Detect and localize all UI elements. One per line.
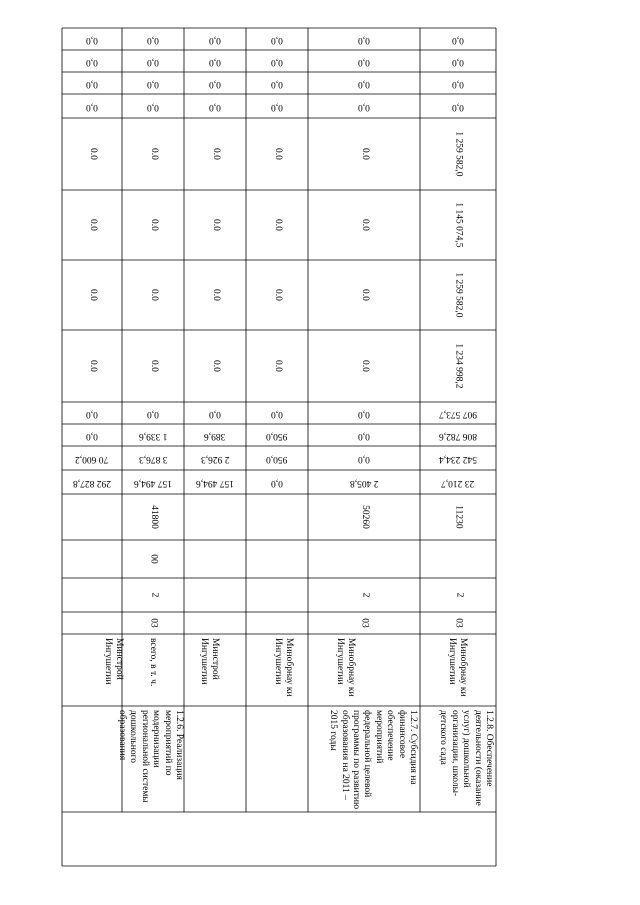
table-cell <box>184 28 246 50</box>
executor-label: Минстрой Ингушетии <box>102 638 124 685</box>
table-cell <box>420 330 496 402</box>
cell-value: 70 600,2 <box>75 453 109 464</box>
cell-value: 0.0 <box>87 289 98 301</box>
executor-label: Минобрнау ки Ингушетии <box>272 638 294 697</box>
table-cell <box>62 118 122 190</box>
table-cell <box>420 446 496 470</box>
cell-value: 0,0 <box>452 34 464 45</box>
table-cell <box>308 402 420 424</box>
table-cell <box>420 28 496 50</box>
table-cell <box>308 612 420 634</box>
cell-value: 0,0 <box>86 56 98 67</box>
cell-value: 1 234 998,2 <box>453 343 464 389</box>
table-cell <box>62 72 122 94</box>
cell-value: 0,0 <box>209 34 221 45</box>
cell-value: 0.0 <box>210 219 221 231</box>
item-title: 1.2.6. Реализация мероприятий по модернизации региональной системы дошкольного образования <box>117 710 184 803</box>
cell-value: 0,0 <box>86 78 98 89</box>
executor-label: всего, в т. ч. <box>148 638 158 687</box>
table-cell <box>420 612 496 634</box>
table-cell <box>308 28 420 50</box>
table-cell <box>122 402 184 424</box>
cell-value: 1 145 074,5 <box>453 202 464 248</box>
executor-label: Минстрой Ингушетии <box>198 638 220 685</box>
cell-value: 0,0 <box>86 430 98 441</box>
cell-value: 0.0 <box>272 219 283 231</box>
table-cell <box>420 494 496 540</box>
cell-value: 0.0 <box>359 289 370 301</box>
cell-value: 0.0 <box>359 360 370 372</box>
table-cell <box>420 50 496 72</box>
cell-value: 0.0 <box>210 360 221 372</box>
cell-value: 1 259 582,0 <box>453 131 464 177</box>
table-cell <box>122 494 184 540</box>
table-cell <box>308 446 420 470</box>
table-cell <box>62 190 122 260</box>
table-cell <box>184 260 246 330</box>
cell-value: 0,0 <box>147 56 159 67</box>
table-cell <box>246 28 308 50</box>
table-cell <box>122 446 184 470</box>
cell-value: 0,0 <box>358 408 370 419</box>
table-cell <box>308 494 420 540</box>
cell-value: 2 926,3 <box>200 453 230 464</box>
cell-value: 2 <box>148 592 159 598</box>
cell-value: 389,6 <box>204 430 226 441</box>
cell-value: 0,0 <box>209 101 221 112</box>
executor-cell <box>184 634 246 706</box>
table-cell <box>62 424 122 446</box>
cell-value: 0.0 <box>359 148 370 160</box>
cell-value: 50260 <box>359 505 370 529</box>
cell-value: 11230 <box>453 505 464 529</box>
table-cell <box>62 50 122 72</box>
cell-value: 0,0 <box>86 101 98 112</box>
table-cell <box>246 94 308 118</box>
table-cell <box>308 260 420 330</box>
cell-value: 0,0 <box>271 477 283 488</box>
item-cell <box>117 706 308 812</box>
table-cell <box>184 190 246 260</box>
table-cell <box>246 260 308 330</box>
table-cell <box>246 330 308 402</box>
cell-value: 0,0 <box>86 408 98 419</box>
cell-value: 0,0 <box>147 408 159 419</box>
cell-value: 0,0 <box>358 34 370 45</box>
table-cell <box>308 50 420 72</box>
table-cell <box>62 446 122 470</box>
cell-value: 2 <box>359 592 370 598</box>
table-cell <box>184 470 246 494</box>
table-cell <box>420 118 496 190</box>
cell-value: 0.0 <box>272 289 283 301</box>
table-cell <box>122 190 184 260</box>
cell-value: 0,0 <box>358 101 370 112</box>
cell-value: 1 259 582,0 <box>453 272 464 318</box>
cell-value: 0.0 <box>272 148 283 160</box>
executor-cell <box>308 634 420 706</box>
table-cell <box>122 50 184 72</box>
table-cell <box>122 578 184 612</box>
table-cell <box>62 94 122 118</box>
table-cell <box>420 424 496 446</box>
table-cell <box>62 28 122 50</box>
cell-value: 0.0 <box>210 289 221 301</box>
cell-value: 806 782,6 <box>439 430 477 441</box>
cell-value: 0,0 <box>452 101 464 112</box>
cell-value: 0.0 <box>148 360 159 372</box>
cell-value: 0,0 <box>271 56 283 67</box>
executor-cell <box>420 634 496 706</box>
table-cell <box>308 94 420 118</box>
table-cell <box>246 118 308 190</box>
cell-value: 950,0 <box>266 453 288 464</box>
table-cell <box>184 118 246 190</box>
table-cell <box>184 94 246 118</box>
table-cell <box>62 260 122 330</box>
table-cell <box>246 50 308 72</box>
cell-value: 0,0 <box>209 408 221 419</box>
cell-value: 00 <box>148 554 159 564</box>
table-cell <box>184 402 246 424</box>
cell-value: 0.0 <box>210 148 221 160</box>
cell-value: 0.0 <box>272 360 283 372</box>
cell-value: 1 339,6 <box>138 430 168 441</box>
cell-value: 0,0 <box>358 453 370 464</box>
table-cell <box>62 470 122 494</box>
cell-value: 0,0 <box>271 101 283 112</box>
table-cell <box>62 330 122 402</box>
cell-value: 0,0 <box>271 408 283 419</box>
cell-value: 0.0 <box>359 219 370 231</box>
table-cell <box>420 94 496 118</box>
table-cell <box>246 72 308 94</box>
table-cell <box>122 612 184 634</box>
table-cell <box>308 470 420 494</box>
cell-value: 23 210,7 <box>441 477 475 488</box>
table-cell <box>184 50 246 72</box>
table-cell <box>122 424 184 446</box>
table-cell <box>122 72 184 94</box>
table-cell <box>122 470 184 494</box>
table-cell <box>420 190 496 260</box>
cell-value: 0,0 <box>358 430 370 441</box>
cell-value: 0.0 <box>148 148 159 160</box>
cell-value: 0.0 <box>87 148 98 160</box>
cell-value: 0,0 <box>271 78 283 89</box>
executor-cell <box>122 634 184 706</box>
cell-value: 0,0 <box>358 56 370 67</box>
cell-value: 2 405,8 <box>349 477 379 488</box>
executor-cell <box>62 634 122 706</box>
table-cell <box>246 470 308 494</box>
cell-value: 0,0 <box>147 34 159 45</box>
cell-value: 0.0 <box>148 289 159 301</box>
table-cell <box>308 330 420 402</box>
table-cell <box>62 402 122 424</box>
cell-value: 0,0 <box>452 78 464 89</box>
executor-label: Минобрнау ки Ингушетии <box>446 638 468 697</box>
table-cell <box>420 260 496 330</box>
cell-value: 03 <box>359 618 370 628</box>
cell-value: 0,0 <box>271 34 283 45</box>
cell-value: 0,0 <box>86 34 98 45</box>
table-cell <box>308 118 420 190</box>
table-cell <box>122 118 184 190</box>
cell-value: 542 234,4 <box>439 453 477 464</box>
table-cell <box>420 470 496 494</box>
table-cell <box>246 446 308 470</box>
cell-value: 3 876,3 <box>138 453 168 464</box>
table-cell <box>246 424 308 446</box>
table-cell <box>122 330 184 402</box>
cell-value: 0.0 <box>87 219 98 231</box>
item-cell <box>420 706 496 812</box>
table-cell <box>420 578 496 612</box>
item-cell <box>308 706 420 812</box>
table-cell <box>184 446 246 470</box>
cell-value: 0,0 <box>358 78 370 89</box>
cell-value: 0.0 <box>87 360 98 372</box>
cell-value: 0,0 <box>452 56 464 67</box>
cell-value: 0,0 <box>147 101 159 112</box>
cell-value: 0.0 <box>148 219 159 231</box>
cell-value: 292 827,8 <box>73 477 111 488</box>
table-cell <box>420 72 496 94</box>
cell-value: 0,0 <box>209 56 221 67</box>
table-cell <box>184 424 246 446</box>
table-cell <box>122 260 184 330</box>
cell-value: 2 <box>453 592 464 598</box>
table-cell <box>122 28 184 50</box>
cell-value: 157 494,6 <box>134 477 172 488</box>
table-cell <box>308 424 420 446</box>
table-cell <box>420 402 496 424</box>
table-cell <box>308 578 420 612</box>
table-cell <box>246 190 308 260</box>
cell-value: 03 <box>453 618 464 628</box>
table-cell <box>308 72 420 94</box>
table-cell <box>308 190 420 260</box>
table-cell <box>122 540 184 578</box>
cell-value: 950,0 <box>266 430 288 441</box>
executor-label: Минобрнау ки Ингушетии <box>334 638 356 697</box>
item-title: 1.2.8. Обеспечение деятельности (оказание услуг) дошкольной организации, школы-детского сада <box>438 710 494 806</box>
cell-value: 0,0 <box>147 78 159 89</box>
cell-value: 0,0 <box>209 78 221 89</box>
executor-cell <box>246 634 308 706</box>
table-cell <box>184 72 246 94</box>
cell-value: 41800 <box>148 505 159 529</box>
cell-value: 157 494,6 <box>196 477 234 488</box>
table-cell <box>246 402 308 424</box>
table-cell <box>184 330 246 402</box>
table-cell <box>122 94 184 118</box>
cell-value: 03 <box>148 618 159 628</box>
cell-value: 907 573,7 <box>439 408 477 419</box>
item-title: 1.2.7. Субсидия на финансовое обеспечение мероприятий федеральной целевой программы по развитию образования на 2011 – 2015 годы <box>328 710 418 810</box>
